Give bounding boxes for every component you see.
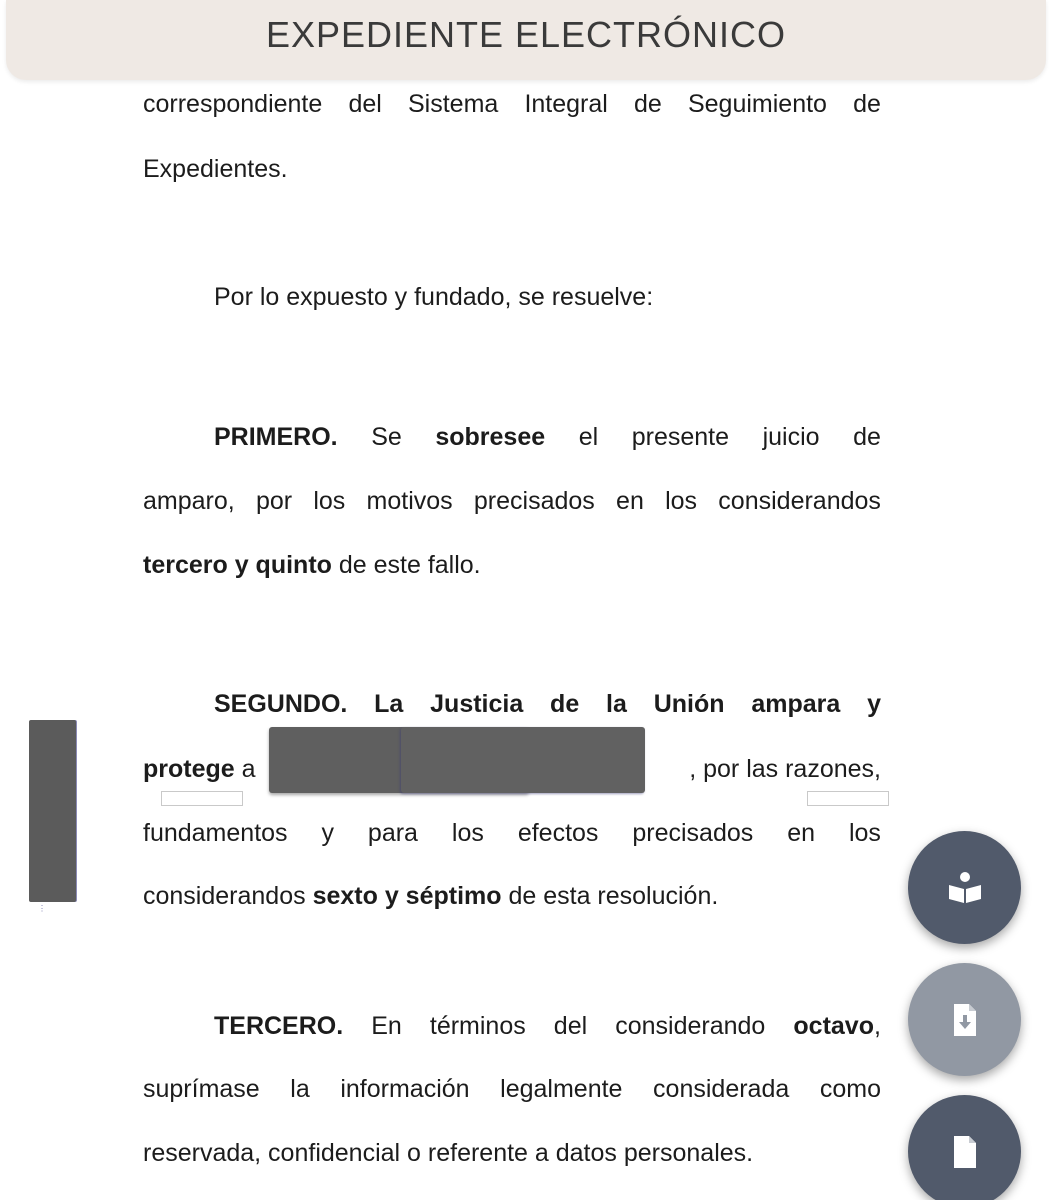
tercero-line-3: reservada, confidencial o referente a datos personales. <box>143 1139 754 1167</box>
word: los <box>451 819 484 847</box>
paragraph-line <box>143 92 881 117</box>
word: motivos <box>366 487 453 515</box>
word-bold: protege <box>143 755 235 783</box>
paragraph-line: Expedientes. <box>143 155 288 183</box>
word: correspondiente <box>143 90 323 118</box>
word: fundamentos <box>143 819 288 847</box>
reader-book-icon <box>945 868 985 908</box>
tercero-line-2 <box>143 1077 881 1102</box>
word: de <box>853 423 881 451</box>
word-bold: tercero y quinto <box>143 551 332 579</box>
word: Unión <box>653 690 725 718</box>
resuelve-line: Por lo expuesto y fundado, se resuelve: <box>214 283 654 311</box>
tercero-line-1: TERCERO. En términos del considerando octavo, <box>214 1012 881 1040</box>
reader-mode-button[interactable] <box>908 831 1021 944</box>
word: en <box>787 819 816 847</box>
word: del <box>553 1012 588 1040</box>
word: como <box>819 1075 881 1103</box>
word: la <box>606 690 627 718</box>
file-download-icon <box>945 1000 985 1040</box>
word: precisados <box>473 487 595 515</box>
word: Se <box>371 423 402 451</box>
word: el <box>578 423 599 451</box>
word: Seguimiento <box>687 90 827 118</box>
word: En <box>371 1012 402 1040</box>
word: y <box>321 819 334 847</box>
segundo-line-1 <box>143 692 881 717</box>
word: la <box>290 1075 310 1103</box>
word: amparo, <box>143 487 235 515</box>
word: precisados <box>632 819 754 847</box>
download-file-button[interactable] <box>908 963 1021 1076</box>
word: Integral <box>524 90 608 118</box>
word: legalmente <box>500 1075 623 1103</box>
word: por <box>255 487 293 515</box>
segundo-line-3 <box>143 821 881 846</box>
redaction-block <box>263 757 649 782</box>
word: en <box>616 487 644 515</box>
page-title: EXPEDIENTE ELECTRÓNICO <box>265 14 787 55</box>
word: ampara <box>751 690 841 718</box>
word: de <box>550 690 580 718</box>
word: Sistema <box>407 90 499 118</box>
word: La <box>374 690 404 718</box>
word-bold: sobresee <box>435 423 546 451</box>
text: de este fallo. <box>331 551 481 579</box>
view-document-button[interactable] <box>908 1095 1021 1200</box>
word: suprímase <box>143 1075 260 1103</box>
app-header <box>6 0 1046 80</box>
primero-line-3 <box>143 553 881 578</box>
word: considerandos <box>718 487 881 515</box>
word: Justicia <box>430 690 524 718</box>
text: considerandos <box>143 882 313 910</box>
segundo-line-4 <box>143 884 881 909</box>
word: juicio <box>762 423 820 451</box>
word: a <box>241 755 256 783</box>
segundo-label: SEGUNDO. <box>214 690 348 718</box>
word: los <box>665 487 698 515</box>
margin-mark: ⋮ <box>38 904 46 913</box>
word: de <box>634 90 662 118</box>
word: los <box>848 819 881 847</box>
word: de <box>853 90 881 118</box>
primero-line-2 <box>143 489 881 514</box>
word: información <box>340 1075 470 1103</box>
word: considerada <box>653 1075 790 1103</box>
document-icon <box>945 1132 985 1172</box>
text: , por las razones, <box>689 755 881 783</box>
word: considerando <box>615 1012 766 1040</box>
redaction-bar <box>401 727 645 793</box>
word-bold: sexto y séptimo <box>312 882 502 910</box>
word: del <box>348 90 382 118</box>
margin-redaction-bar <box>29 720 76 902</box>
word: para <box>367 819 418 847</box>
segundo-line-2 <box>143 757 881 782</box>
primero-label: PRIMERO. <box>214 423 338 451</box>
primero-line-1 <box>143 425 881 450</box>
word: los <box>313 487 346 515</box>
word: términos <box>429 1012 526 1040</box>
empty-field-box <box>161 791 243 806</box>
word: efectos <box>517 819 599 847</box>
word-bold: octavo <box>793 1012 874 1040</box>
tercero-label: TERCERO. <box>214 1012 344 1040</box>
empty-field-box <box>807 791 889 806</box>
word: presente <box>631 423 730 451</box>
text: de esta resolución. <box>501 882 719 910</box>
word: y <box>867 690 881 718</box>
